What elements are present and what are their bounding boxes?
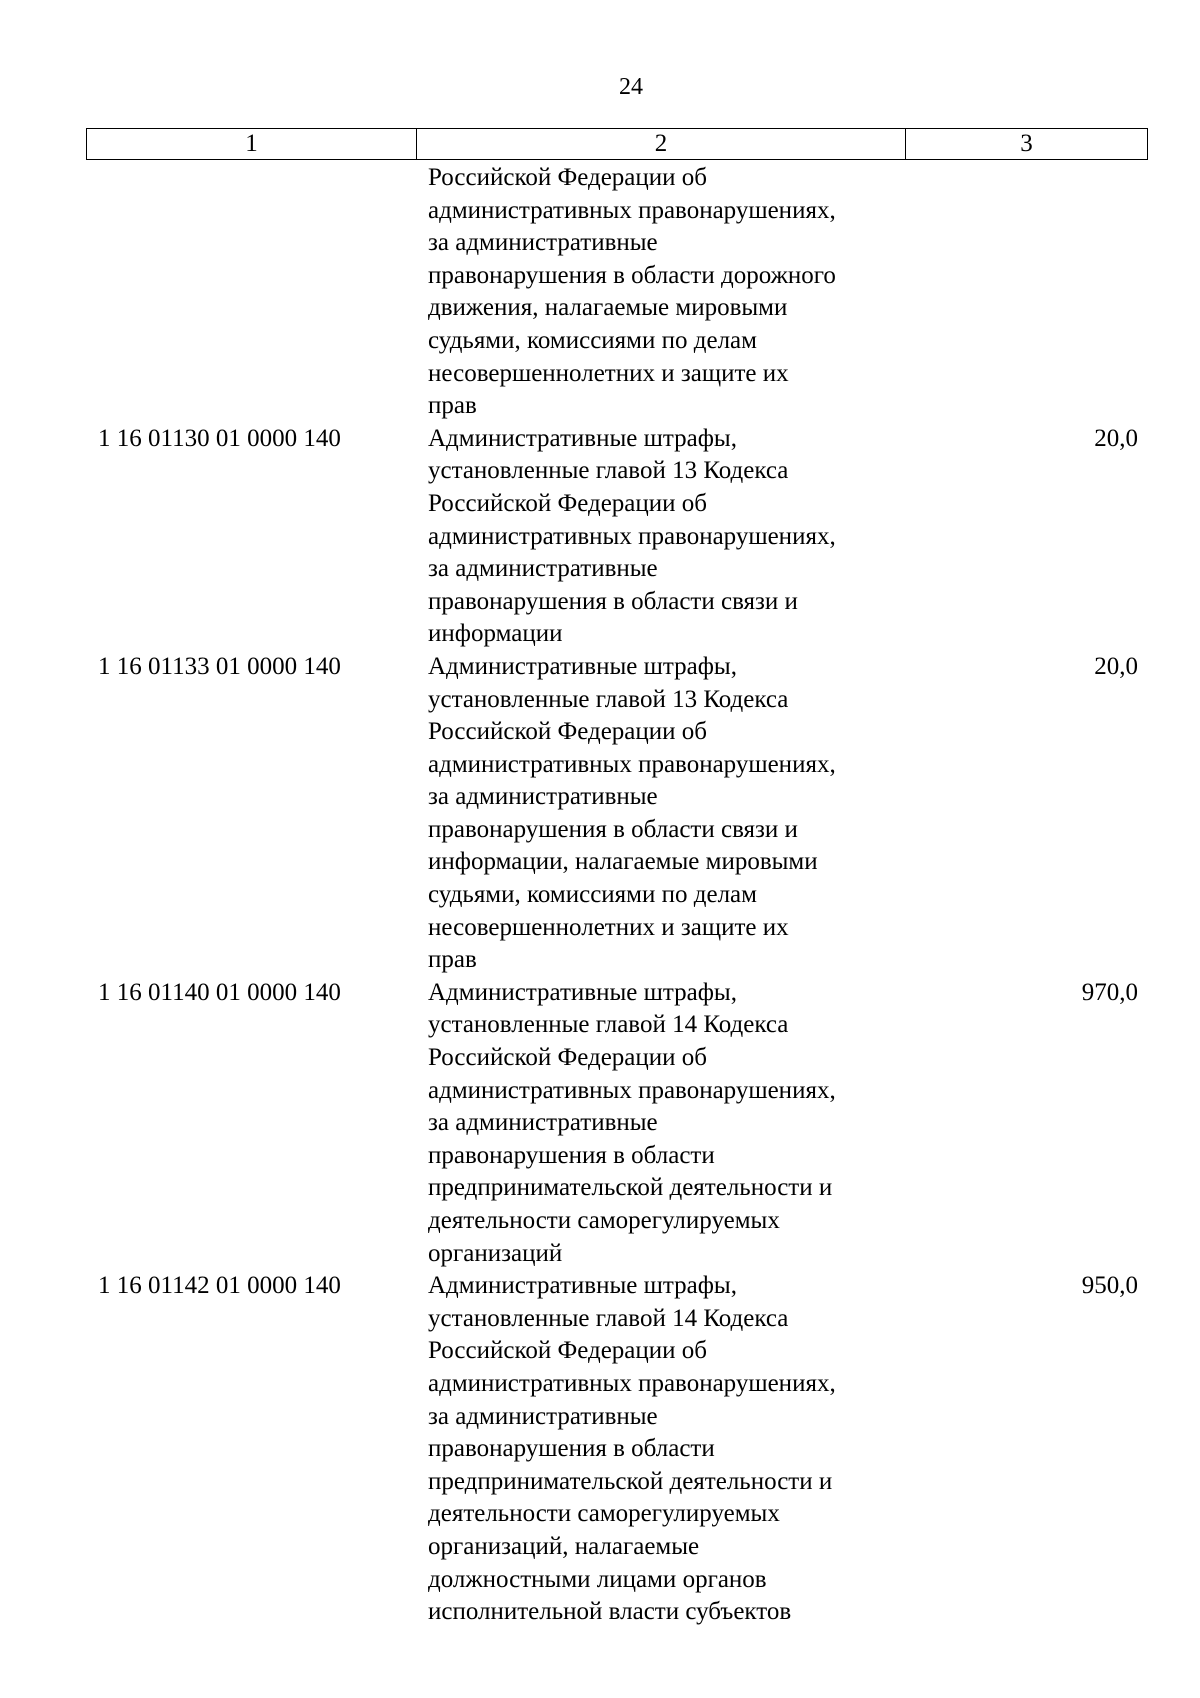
revenue-description	[416, 162, 905, 423]
description-line: Российской Федерации об	[428, 718, 707, 746]
description-line: правонарушения в области связи и	[428, 815, 798, 843]
description-line: прав	[428, 946, 477, 974]
revenue-description	[416, 977, 905, 1270]
column-header-3: 3	[1020, 130, 1033, 157]
description-line: за административные	[428, 1402, 658, 1430]
amount-value: 950,0	[1081, 1272, 1138, 1300]
description-line: административных правонарушениях,	[428, 750, 836, 778]
description-line: организаций, налагаемые	[428, 1532, 700, 1560]
table-row	[86, 162, 1148, 423]
description-line: за административные	[428, 229, 658, 257]
description-line: информации, налагаемые мировыми	[428, 848, 818, 876]
revenue-code	[86, 162, 416, 423]
description-line: административных правонарушениях,	[428, 1369, 836, 1397]
table-row	[86, 651, 1148, 977]
description-line: установленные главой 14 Кодекса	[428, 1011, 789, 1039]
description-line: деятельности саморегулируемых	[428, 1207, 780, 1234]
column-header-1: 1	[87, 129, 417, 159]
description-line: Российской Федерации об	[428, 489, 707, 517]
description-line: административных правонарушениях,	[428, 1076, 836, 1104]
description-line: Административные штрафы,	[428, 424, 737, 452]
description-line: правонарушения в области	[428, 1141, 715, 1169]
table-header	[86, 128, 1148, 160]
description-line: исполнительной власти субъектов	[428, 1598, 792, 1626]
description-line: административных правонарушениях,	[428, 196, 836, 224]
description-line: организаций	[428, 1239, 563, 1267]
description-line: судьями, комиссиями по делам	[428, 881, 757, 909]
description-line: за административные	[428, 1109, 658, 1137]
revenue-code: 1 16 01140 01 0000 140	[98, 978, 341, 1006]
description-line: движения, налагаемые мировыми	[428, 294, 788, 322]
description-line: предпринимательской деятельности и	[428, 1467, 833, 1495]
description-line: административных правонарушениях,	[428, 522, 836, 550]
column-header-2: 2	[417, 129, 906, 159]
table-row	[86, 423, 1148, 651]
description-line: Административные штрафы,	[428, 978, 737, 1006]
table-row	[86, 1270, 1148, 1629]
revenue-code: 1 16 01142 01 0000 140	[98, 1272, 341, 1300]
revenue-code: 1 16 01133 01 0000 140	[98, 652, 341, 680]
description-line: правонарушения в области	[428, 1435, 715, 1463]
description-line: должностными лицами органов	[428, 1565, 767, 1593]
description-line: установленные главой 13 Кодекса	[428, 457, 789, 485]
description-line: правонарушения в области связи и	[428, 587, 798, 615]
description-line: предпринимательской деятельности и	[428, 1174, 833, 1202]
amount-value	[905, 162, 1148, 423]
revenue-code: 1 16 01130 01 0000 140	[98, 424, 341, 452]
description-line: Российской Федерации об	[428, 1337, 707, 1365]
description-line: прав	[428, 392, 477, 420]
description-line: за административные	[428, 783, 658, 811]
revenue-description	[416, 651, 905, 977]
description-line: установленные главой 13 Кодекса	[428, 685, 789, 713]
description-line: Административные штрафы,	[428, 652, 737, 680]
revenue-description	[416, 1270, 905, 1629]
description-line: информации	[428, 620, 563, 648]
revenue-description	[416, 423, 905, 651]
page-number: 24	[619, 74, 643, 100]
description-line: за административные	[428, 555, 658, 583]
description-line: судьями, комиссиями по делам	[428, 326, 757, 354]
description-line: установленные главой 14 Кодекса	[428, 1304, 789, 1332]
amount-value: 20,0	[1094, 424, 1138, 452]
amount-value: 970,0	[1081, 978, 1138, 1006]
table-row	[86, 977, 1148, 1270]
description-line: несовершеннолетних и защите их	[428, 359, 789, 387]
description-line: Российской Федерации об	[428, 164, 707, 191]
table-body	[86, 162, 1148, 1629]
description-line: деятельности саморегулируемых	[428, 1500, 780, 1528]
description-line: правонарушения в области дорожного	[428, 261, 836, 289]
description-line: Административные штрафы,	[428, 1272, 737, 1300]
description-line: Российской Федерации об	[428, 1044, 707, 1072]
amount-value: 20,0	[1094, 652, 1138, 680]
description-line: несовершеннолетних и защите их	[428, 913, 789, 941]
